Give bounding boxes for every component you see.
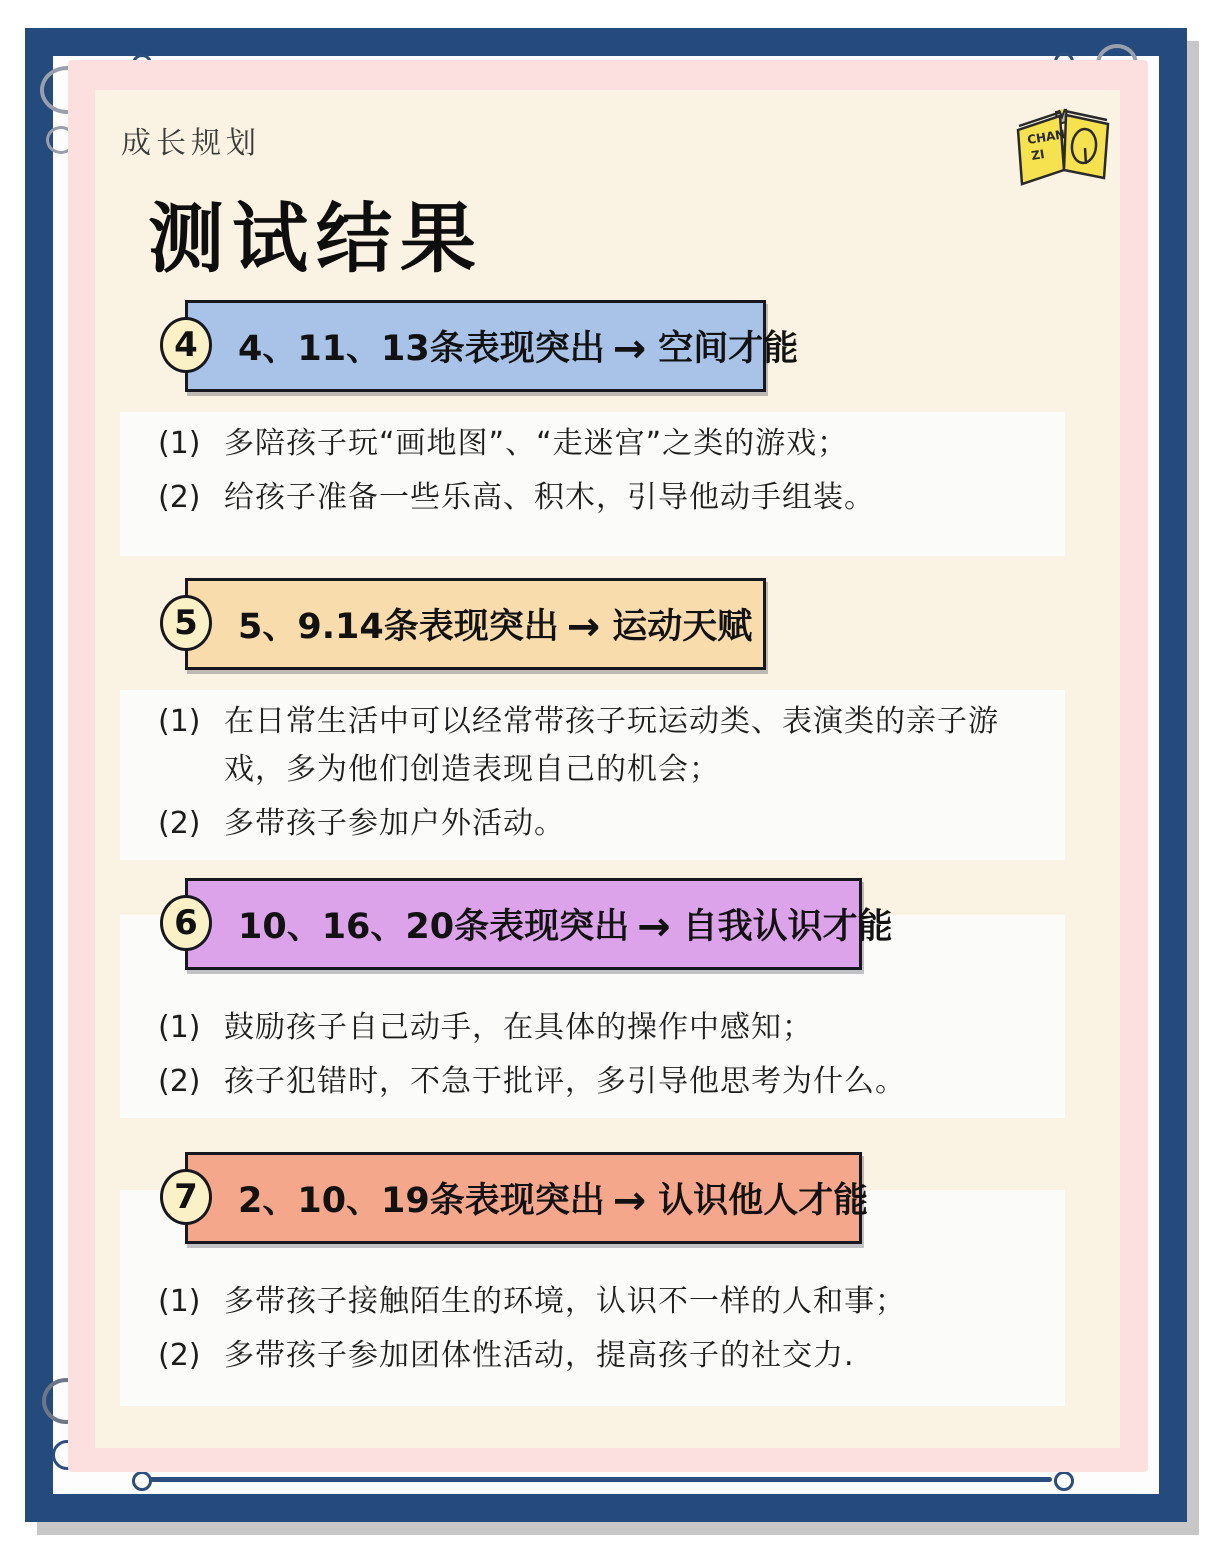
item-text: 多带孩子接触陌生的环境，认识不一样的人和事； <box>224 1284 906 1319</box>
list-item <box>158 1332 1058 1380</box>
svg-text:CHAN: CHAN <box>1026 127 1067 147</box>
section-header-text: 10、16、20条表现突出 → 自我认识才能 <box>238 903 893 950</box>
list-item <box>158 1004 1058 1052</box>
item-marker: (2) <box>158 806 201 841</box>
item-marker: (1) <box>158 1284 201 1319</box>
section-header-text: 4、11、13条表现突出 → 空间才能 <box>238 325 799 372</box>
section-header-sport <box>174 578 766 670</box>
item-marker: (1) <box>158 1010 201 1045</box>
list-item <box>158 1058 1058 1106</box>
item-text: 鼓励孩子自己动手，在具体的操作中感知； <box>224 1010 813 1045</box>
item-text: 多陪孩子玩“画地图”、“走迷宫”之类的游戏； <box>224 426 849 461</box>
section-header-text: 5、9.14条表现突出 → 运动天赋 <box>238 603 753 650</box>
list-item <box>158 800 1058 848</box>
section-number-badge: 6 <box>160 895 212 951</box>
item-marker: (2) <box>158 1064 201 1099</box>
item-marker: (2) <box>158 1338 201 1373</box>
item-marker: (2) <box>158 480 201 515</box>
list-item <box>158 420 1058 468</box>
arrow-icon: → <box>566 603 601 650</box>
item-marker: (1) <box>158 704 201 739</box>
bottom-rod-line <box>150 1477 1052 1482</box>
item-marker: (1) <box>158 426 201 461</box>
page-tag: 成长规划 <box>121 126 261 161</box>
section-header-text: 2、10、19条表现突出 → 认识他人才能 <box>238 1177 869 1224</box>
section-items <box>158 1004 1058 1112</box>
item-text: 多带孩子参加团体性活动，提高孩子的社交力. <box>224 1338 855 1373</box>
rod-end-dot <box>132 1471 152 1491</box>
list-item <box>158 698 1058 794</box>
page-title: 测试结果 <box>148 194 484 283</box>
list-item <box>158 474 1058 522</box>
section-items <box>158 1278 1058 1386</box>
section-items <box>158 420 1058 528</box>
arrow-icon: → <box>612 325 647 372</box>
rod-end-dot <box>1054 1471 1074 1491</box>
svg-text:ZI: ZI <box>1030 147 1046 163</box>
list-item <box>158 1278 1058 1326</box>
item-text: 在日常生活中可以经常带孩子玩运动类、表演类的亲子游戏，多为他们创造表现自己的机会； <box>224 704 999 787</box>
section-number-badge: 7 <box>160 1169 212 1225</box>
section-number-badge: 4 <box>160 317 212 373</box>
item-text: 孩子犯错时，不急于批评，多引导他思考为什么。 <box>224 1064 906 1099</box>
section-header-interpersonal <box>174 1152 869 1244</box>
arrow-icon: → <box>612 1177 647 1224</box>
section-header-spatial <box>174 300 799 392</box>
section-header-self-awareness <box>174 878 893 970</box>
item-text: 多带孩子参加户外活动。 <box>224 806 565 841</box>
section-items <box>158 698 1058 854</box>
arrow-icon: → <box>637 903 671 950</box>
section-number-badge: 5 <box>160 595 212 651</box>
book-logo-icon <box>1006 108 1118 200</box>
item-text: 给孩子准备一些乐高、积木，引导他动手组装。 <box>224 480 875 515</box>
